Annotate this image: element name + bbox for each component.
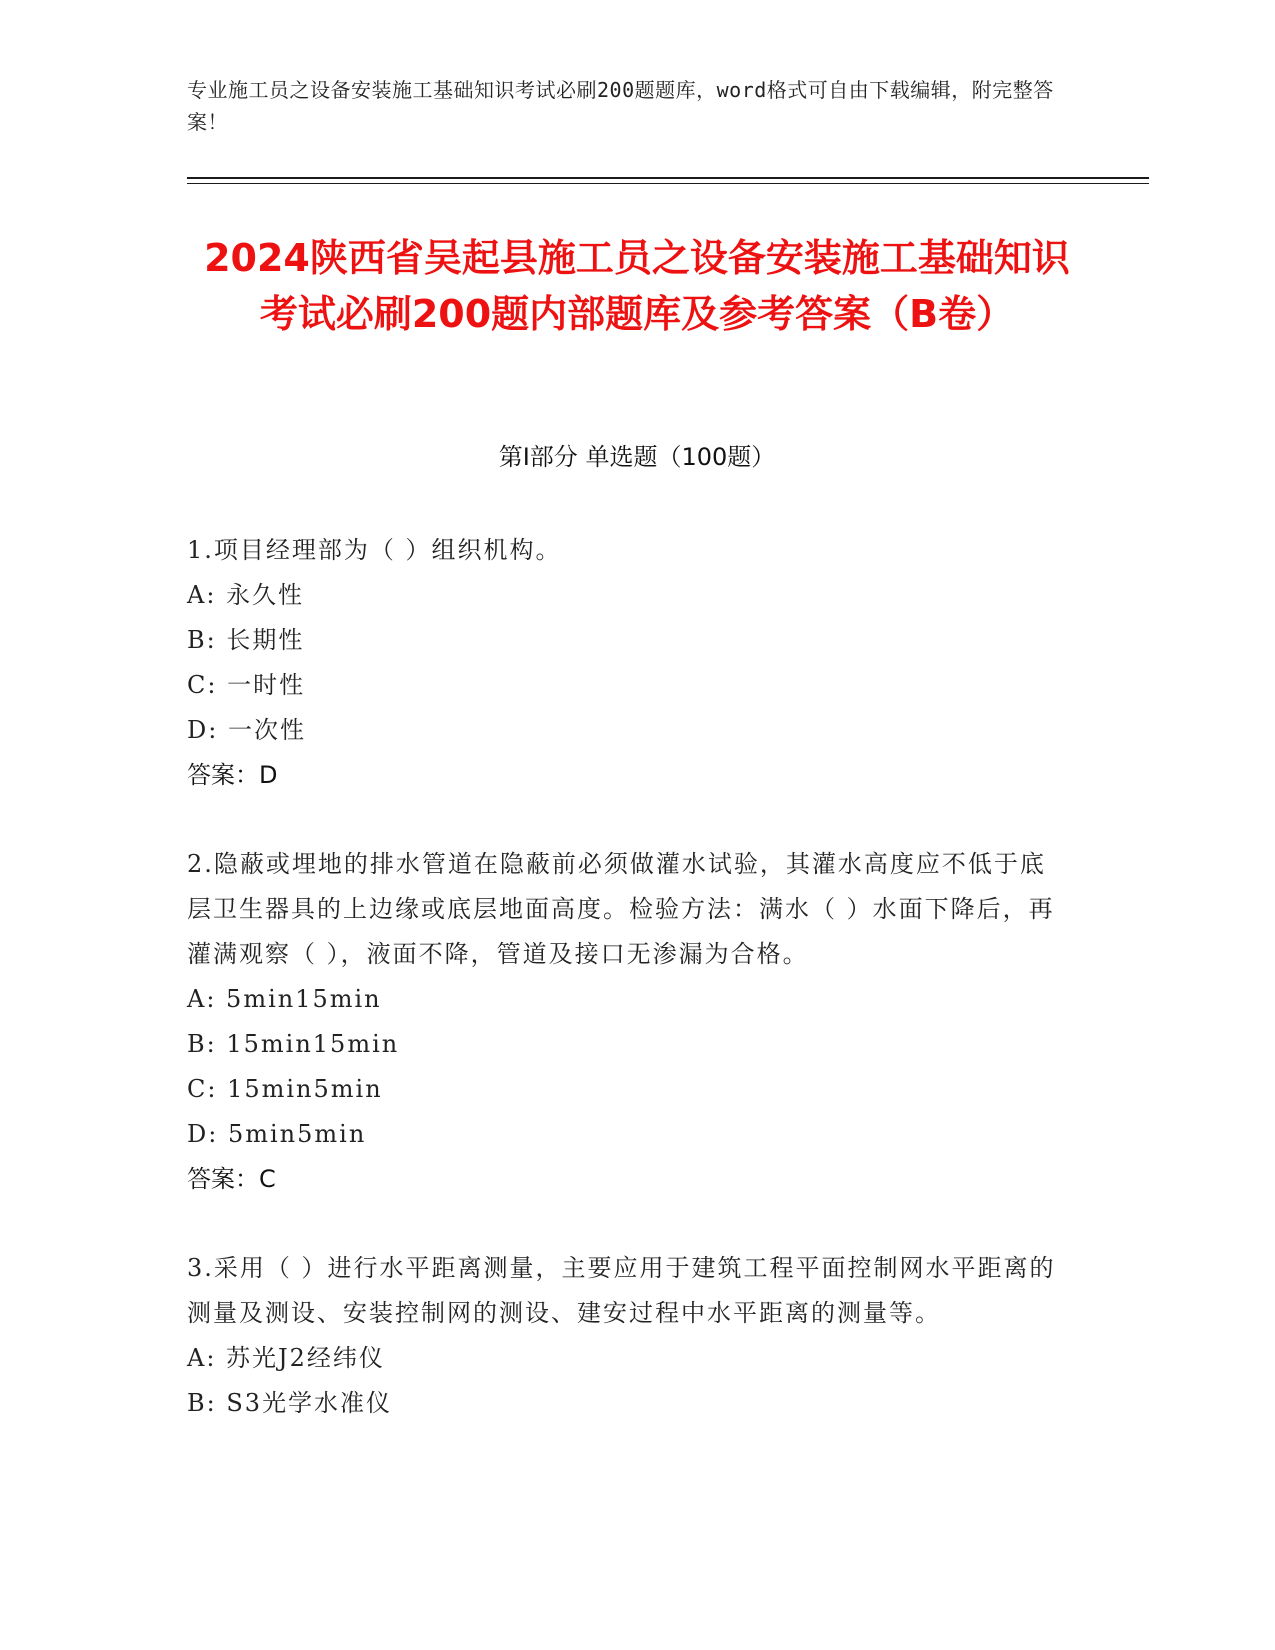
question-stem: 2.隐蔽或埋地的排水管道在隐蔽前必须做灌水试验，其灌水高度应不低于底层卫生器具的上边缘或底层地面高度。检验方法：满水（ ）水面下降后，再灌满观察（ ），液面不降，管道及接口无渗漏为合格。 (187, 850, 1055, 968)
option-b: B: S3光学水准仪 (187, 1389, 393, 1417)
document-title: 2024陕西省吴起县施工员之设备安装施工基础知识考试必刷200题内部题库及参考答案（B卷） (204, 236, 1070, 336)
header-divider-thick (187, 177, 1149, 179)
question-3 (187, 1246, 1067, 1426)
option-b: B: 长期性 (187, 626, 305, 654)
question-stem: 3.采用（ ）进行水平距离测量，主要应用于建筑工程平面控制网水平距离的测量及测设、安装控制网的测设、建安过程中水平距离的测量等。 (187, 1254, 1056, 1327)
question-1 (187, 528, 1067, 798)
option-c: C: 一时性 (187, 671, 306, 699)
question-list (187, 528, 1067, 1470)
option-d: D: 5min5min (187, 1120, 367, 1148)
header-note: 专业施工员之设备安装施工基础知识考试必刷200题题库，word格式可自由下载编辑，附完整答案！ (187, 78, 1054, 134)
answer: 答案：C (187, 1165, 276, 1193)
question-stem: 1.项目经理部为（ ）组织机构。 (187, 536, 562, 564)
option-a: A: 苏光J2经纬仪 (187, 1344, 385, 1372)
answer: 答案：D (187, 761, 278, 789)
option-a: A: 永久性 (187, 581, 305, 609)
question-2 (187, 842, 1067, 1202)
option-c: C: 15min5min (187, 1075, 383, 1103)
section-heading: 第I部分 单选题（100题） (498, 443, 776, 471)
option-d: D: 一次性 (187, 716, 306, 744)
option-b: B: 15min15min (187, 1030, 400, 1058)
option-a: A: 5min15min (187, 985, 382, 1013)
header-divider-thin (187, 183, 1149, 184)
